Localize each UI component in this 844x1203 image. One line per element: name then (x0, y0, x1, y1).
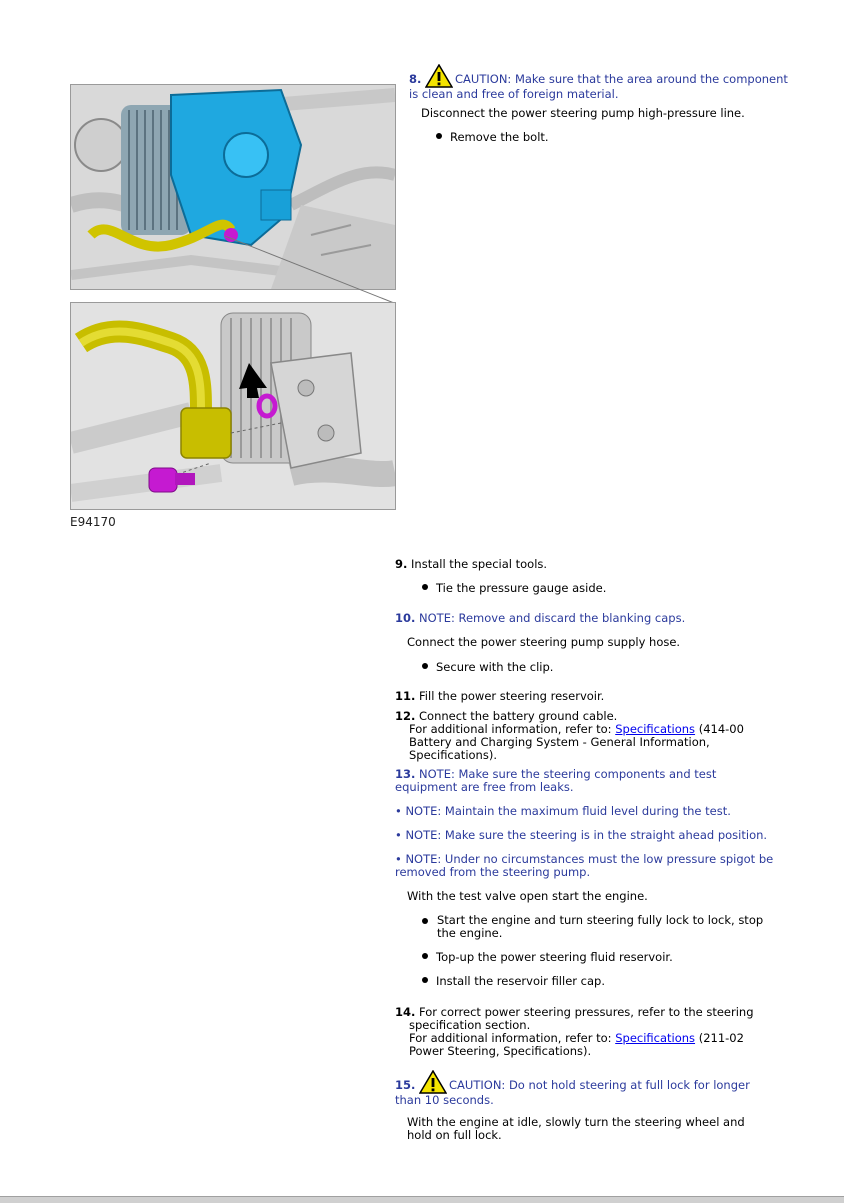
step-12-ref-rest-2: Battery and Charging System - General Information, (409, 735, 710, 749)
step-13-note (395, 768, 735, 794)
step-11-number: 11. (395, 689, 416, 703)
step-9-number: 9. (395, 557, 408, 571)
step-12-specifications-link[interactable]: Specifications (615, 722, 696, 736)
step-8-number: 8. (409, 72, 422, 86)
step-13-number: 13. (395, 767, 416, 781)
step-14-text-2: specification section. (409, 1018, 531, 1032)
step-13-note-2: • NOTE: Maintain the maximum fluid level during the test. (395, 804, 731, 818)
step-12-ref-rest-1: (414-00 (698, 722, 744, 736)
step-9-bullet-1: Tie the pressure gauge aside. (422, 582, 606, 595)
step-13-bullet-1: Start the engine and turn steering fully lock to lock, stop the engine. (422, 914, 782, 940)
step-8-text: Disconnect the power steering pump high-pressure line. (421, 106, 745, 120)
step-13-note-text: NOTE: Make sure the steering components and test equipment are free from leaks. (395, 767, 717, 794)
step-10-text: Connect the power steering pump supply hose. (407, 635, 681, 649)
step-12 (395, 710, 795, 762)
step-8-caution (409, 64, 789, 101)
step-15-caution-text: CAUTION: Do not hold steering at full lock for longer than 10 seconds. (395, 1078, 750, 1107)
step-14-ref-rest-1: (211-02 (698, 1031, 744, 1045)
step-12-ref-rest-3: Specifications). (409, 748, 497, 762)
step-12-text: Connect the battery ground cable. (419, 709, 618, 723)
step-10-bullet-1: Secure with the clip. (422, 661, 553, 674)
step-14-specifications-link[interactable]: Specifications (615, 1031, 696, 1045)
step-14-number: 14. (395, 1005, 416, 1019)
figure-caption: E94170 (70, 515, 116, 529)
step-14-ref-rest-2: Power Steering, Specifications). (409, 1044, 592, 1058)
step-9-text: Install the special tools. (411, 557, 548, 571)
step-12-number: 12. (395, 709, 416, 723)
step-15-text: With the engine at idle, slowly turn the steering wheel and hold on full lock. (407, 1115, 745, 1142)
step-11-text: Fill the power steering reservoir. (419, 689, 605, 703)
step-12-ref-prefix: For additional information, refer to: (409, 722, 612, 736)
step-10-number: 10. (395, 611, 416, 625)
step-14 (395, 1006, 795, 1058)
warning-icon (419, 1070, 447, 1094)
step-11 (395, 690, 604, 703)
step-8-caution-text: CAUTION: Make sure that the area around the component is clean and free of foreign material. (409, 72, 788, 101)
step-13-text: With the test valve open start the engine. (407, 889, 648, 903)
step-13-bullet-3: Install the reservoir filler cap. (422, 975, 605, 988)
step-13-bullet-2: Top-up the power steering fluid reservoir. (422, 951, 673, 964)
step-10-note (395, 612, 685, 625)
step-14-text-1: For correct power steering pressures, refer to the steering (419, 1005, 754, 1019)
step-15-caution (395, 1070, 775, 1107)
step-13-note-4: • NOTE: Under no circumstances must the low pressure spigot be removed from the steering pump. (395, 852, 774, 879)
pump-detail-image (70, 302, 396, 510)
callout-line (0, 0, 844, 320)
step-8-bullet-1: Remove the bolt. (436, 131, 549, 144)
step-10-note-text: NOTE: Remove and discard the blanking caps. (419, 611, 686, 625)
step-9 (395, 558, 547, 571)
warning-icon (425, 64, 453, 88)
step-15-number: 15. (395, 1078, 416, 1092)
step-14-ref-prefix: For additional information, refer to: (409, 1031, 612, 1045)
step-13-note-3: • NOTE: Make sure the steering is in the straight ahead position. (395, 828, 768, 842)
